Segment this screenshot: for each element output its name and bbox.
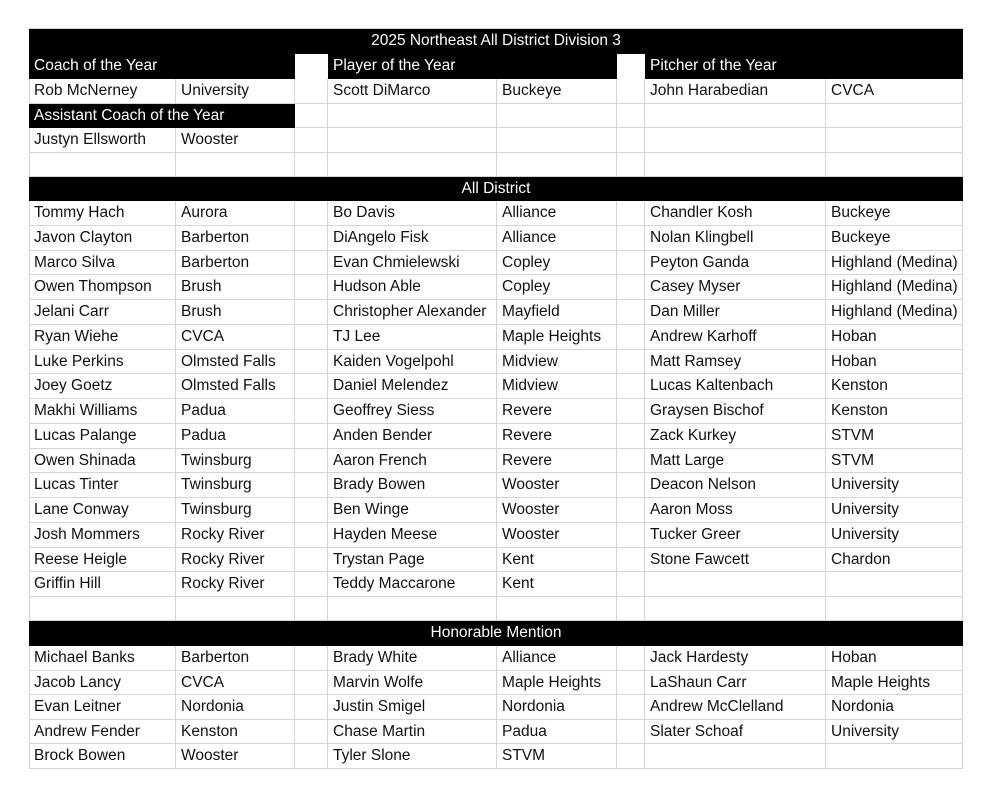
spacer-cell xyxy=(617,695,645,720)
empty-cell xyxy=(295,597,328,621)
all_district-school-cell: Revere xyxy=(497,399,617,424)
all_district-name-cell: Joey Goetz xyxy=(29,374,176,399)
all_district-school-cell: Hoban xyxy=(826,325,963,350)
all_district-school-cell: Revere xyxy=(497,449,617,473)
all_district-school-cell: Alliance xyxy=(497,201,617,226)
all_district-school-cell: Wooster xyxy=(497,473,617,498)
honorable_mention-school-cell: Kenston xyxy=(176,720,295,744)
honorable_mention-name-cell: Justin Smigel xyxy=(328,695,497,720)
honorable_mention-school-cell: STVM xyxy=(497,744,617,769)
all_district-name-cell: Owen Thompson xyxy=(29,275,176,300)
all_district-name-cell: Teddy Maccarone xyxy=(328,572,497,597)
all-district-header: All District xyxy=(29,177,963,201)
player-of-year-header: Player of the Year xyxy=(328,54,617,79)
all_district-name-cell: Christopher Alexander xyxy=(328,300,497,325)
empty-cell xyxy=(29,153,176,177)
coach-school: University xyxy=(176,79,295,104)
all_district-school-cell: Kent xyxy=(497,548,617,572)
empty-cell xyxy=(497,104,617,128)
spacer-cell xyxy=(617,671,645,695)
spacer-cell xyxy=(295,374,328,399)
all_district-school-cell: Highland (Medina) xyxy=(826,300,963,325)
honorable_mention-school-cell: Padua xyxy=(497,720,617,744)
pitcher-of-year-header: Pitcher of the Year xyxy=(645,54,963,79)
spacer-cell xyxy=(617,548,645,572)
spacer-cell xyxy=(295,275,328,300)
all_district-school-cell: Brush xyxy=(176,275,295,300)
all_district-name-cell: Javon Clayton xyxy=(29,226,176,251)
assistant-coach-header: Assistant Coach of the Year xyxy=(29,104,295,128)
all_district-school-cell: Twinsburg xyxy=(176,449,295,473)
all_district-school-cell: Midview xyxy=(497,350,617,374)
all_district-school-cell: Chardon xyxy=(826,548,963,572)
all_district-school-cell xyxy=(826,572,963,597)
all_district-school-cell: University xyxy=(826,523,963,548)
spacer-cell xyxy=(617,275,645,300)
all_district-school-cell: Rocky River xyxy=(176,548,295,572)
empty-cell xyxy=(29,597,176,621)
all_district-name-cell: Stone Fawcett xyxy=(645,548,826,572)
spacer-cell xyxy=(295,744,328,769)
spacer-cell xyxy=(295,325,328,350)
spacer-cell xyxy=(295,695,328,720)
all_district-name-cell: Josh Mommers xyxy=(29,523,176,548)
all_district-name-cell: Evan Chmielewski xyxy=(328,251,497,275)
honorable_mention-school-cell: Hoban xyxy=(826,646,963,671)
all_district-school-cell: University xyxy=(826,473,963,498)
empty-cell xyxy=(617,128,645,153)
spacer-cell xyxy=(295,251,328,275)
honorable_mention-name-cell: Andrew Fender xyxy=(29,720,176,744)
empty-cell xyxy=(176,597,295,621)
spacer-cell xyxy=(295,572,328,597)
all_district-name-cell: Andrew Karhoff xyxy=(645,325,826,350)
empty-cell xyxy=(617,597,645,621)
all_district-name-cell: Peyton Ganda xyxy=(645,251,826,275)
coach-name: Rob McNerney xyxy=(29,79,176,104)
all_district-school-cell: Olmsted Falls xyxy=(176,374,295,399)
spacer-cell xyxy=(295,424,328,449)
empty-cell xyxy=(826,128,963,153)
all_district-school-cell: Kenston xyxy=(826,399,963,424)
all_district-school-cell: Mayfield xyxy=(497,300,617,325)
all_district-school-cell: Padua xyxy=(176,399,295,424)
all_district-name-cell: Tucker Greer xyxy=(645,523,826,548)
honorable_mention-name-cell: Evan Leitner xyxy=(29,695,176,720)
honorable_mention-school-cell: CVCA xyxy=(176,671,295,695)
player-name: Scott DiMarco xyxy=(328,79,497,104)
all_district-school-cell: CVCA xyxy=(176,325,295,350)
spacer-cell xyxy=(617,374,645,399)
all_district-name-cell: Tommy Hach xyxy=(29,201,176,226)
honorable_mention-school-cell: Maple Heights xyxy=(826,671,963,695)
all_district-school-cell: Barberton xyxy=(176,226,295,251)
honorable_mention-school-cell: Nordonia xyxy=(176,695,295,720)
all_district-name-cell: Matt Large xyxy=(645,449,826,473)
all_district-school-cell: Kent xyxy=(497,572,617,597)
all_district-school-cell: Revere xyxy=(497,424,617,449)
spacer-cell xyxy=(617,449,645,473)
all_district-school-cell: STVM xyxy=(826,424,963,449)
empty-cell xyxy=(645,153,826,177)
all_district-school-cell: Alliance xyxy=(497,226,617,251)
coach-of-year-header: Coach of the Year xyxy=(29,54,295,79)
all_district-name-cell: Lucas Tinter xyxy=(29,473,176,498)
pitcher-school: CVCA xyxy=(826,79,963,104)
all_district-name-cell: Reese Heigle xyxy=(29,548,176,572)
spacer-cell xyxy=(617,399,645,424)
honorable_mention-name-cell: Brady White xyxy=(328,646,497,671)
all_district-school-cell: Rocky River xyxy=(176,572,295,597)
all_district-name-cell: Trystan Page xyxy=(328,548,497,572)
all_district-school-cell: Highland (Medina) xyxy=(826,275,963,300)
all_district-school-cell: STVM xyxy=(826,449,963,473)
all_district-school-cell: Twinsburg xyxy=(176,473,295,498)
spacer-cell xyxy=(295,548,328,572)
all_district-name-cell: Aaron Moss xyxy=(645,498,826,523)
spacer-cell xyxy=(295,350,328,374)
empty-cell xyxy=(497,128,617,153)
all_district-name-cell: Dan Miller xyxy=(645,300,826,325)
empty-cell xyxy=(497,153,617,177)
all_district-school-cell: Wooster xyxy=(497,498,617,523)
all_district-name-cell: Makhi Williams xyxy=(29,399,176,424)
all_district-name-cell: Anden Bender xyxy=(328,424,497,449)
all_district-school-cell: Copley xyxy=(497,275,617,300)
all_district-name-cell: Luke Perkins xyxy=(29,350,176,374)
empty-cell xyxy=(328,597,497,621)
honorable_mention-school-cell: Alliance xyxy=(497,646,617,671)
all_district-name-cell: Chandler Kosh xyxy=(645,201,826,226)
pitcher-name: John Harabedian xyxy=(645,79,826,104)
all_district-name-cell: Griffin Hill xyxy=(29,572,176,597)
empty-cell xyxy=(497,597,617,621)
honorable_mention-name-cell: Slater Schoaf xyxy=(645,720,826,744)
all_district-name-cell: DiAngelo Fisk xyxy=(328,226,497,251)
all_district-name-cell: Nolan Klingbell xyxy=(645,226,826,251)
spacer-cell xyxy=(295,79,328,104)
all_district-school-cell: Olmsted Falls xyxy=(176,350,295,374)
all_district-name-cell: Kaiden Vogelpohl xyxy=(328,350,497,374)
all_district-school-cell: Buckeye xyxy=(826,226,963,251)
all_district-school-cell: Wooster xyxy=(497,523,617,548)
spacer-cell xyxy=(617,79,645,104)
honorable_mention-school-cell: Nordonia xyxy=(826,695,963,720)
empty-cell xyxy=(295,128,328,153)
all_district-school-cell: Rocky River xyxy=(176,523,295,548)
spacer-cell xyxy=(295,449,328,473)
all_district-name-cell: Lucas Palange xyxy=(29,424,176,449)
spacer-cell xyxy=(295,523,328,548)
all_district-name-cell: Casey Myser xyxy=(645,275,826,300)
empty-cell xyxy=(295,153,328,177)
sheet-title: 2025 Northeast All District Division 3 xyxy=(29,29,963,54)
spacer-cell xyxy=(617,325,645,350)
all_district-name-cell: Lucas Kaltenbach xyxy=(645,374,826,399)
empty-cell xyxy=(328,128,497,153)
honorable_mention-name-cell: Brock Bowen xyxy=(29,744,176,769)
spacer-cell xyxy=(617,350,645,374)
spacer-cell xyxy=(295,498,328,523)
all_district-name-cell: Ben Winge xyxy=(328,498,497,523)
honorable_mention-name-cell: Marvin Wolfe xyxy=(328,671,497,695)
all_district-school-cell: Aurora xyxy=(176,201,295,226)
honorable_mention-school-cell: Wooster xyxy=(176,744,295,769)
all_district-name-cell: Matt Ramsey xyxy=(645,350,826,374)
spacer-cell xyxy=(295,201,328,226)
empty-cell xyxy=(176,153,295,177)
all_district-school-cell: University xyxy=(826,498,963,523)
spacer-cell xyxy=(617,201,645,226)
spacer-cell xyxy=(617,523,645,548)
assistant-coach-name: Justyn Ellsworth xyxy=(29,128,176,153)
all_district-name-cell: Ryan Wiehe xyxy=(29,325,176,350)
spacer-cell xyxy=(617,226,645,251)
honorable_mention-school-cell: Nordonia xyxy=(497,695,617,720)
empty-cell xyxy=(617,153,645,177)
spacer-cell xyxy=(295,399,328,424)
all_district-name-cell: Owen Shinada xyxy=(29,449,176,473)
honorable_mention-name-cell: Jacob Lancy xyxy=(29,671,176,695)
all_district-school-cell: Hoban xyxy=(826,350,963,374)
spacer-cell xyxy=(295,226,328,251)
all_district-school-cell: Copley xyxy=(497,251,617,275)
all_district-name-cell: Bo Davis xyxy=(328,201,497,226)
honorable_mention-name-cell: Andrew McClelland xyxy=(645,695,826,720)
empty-cell xyxy=(826,597,963,621)
all_district-name-cell: Brady Bowen xyxy=(328,473,497,498)
spacer-cell xyxy=(617,720,645,744)
empty-cell xyxy=(826,153,963,177)
honorable_mention-school-cell: Barberton xyxy=(176,646,295,671)
all_district-name-cell: Graysen Bischof xyxy=(645,399,826,424)
honorable-mention-header: Honorable Mention xyxy=(29,621,963,646)
player-school: Buckeye xyxy=(497,79,617,104)
spacer-cell xyxy=(617,473,645,498)
all_district-school-cell: Midview xyxy=(497,374,617,399)
all_district-name-cell: Jelani Carr xyxy=(29,300,176,325)
spacer-cell xyxy=(617,498,645,523)
empty-cell xyxy=(645,104,826,128)
honorable_mention-school-cell: Maple Heights xyxy=(497,671,617,695)
empty-cell xyxy=(645,597,826,621)
all_district-school-cell: Kenston xyxy=(826,374,963,399)
all_district-name-cell: Zack Kurkey xyxy=(645,424,826,449)
all_district-name-cell xyxy=(645,572,826,597)
honorable_mention-name-cell xyxy=(645,744,826,769)
all_district-school-cell: Maple Heights xyxy=(497,325,617,350)
all_district-name-cell: TJ Lee xyxy=(328,325,497,350)
spacer-cell xyxy=(617,572,645,597)
all_district-school-cell: Brush xyxy=(176,300,295,325)
spacer-cell xyxy=(617,744,645,769)
spacer-cell xyxy=(617,300,645,325)
spacer-cell xyxy=(295,473,328,498)
honorable_mention-name-cell: Tyler Slone xyxy=(328,744,497,769)
empty-cell xyxy=(295,104,328,128)
all_district-name-cell: Marco Silva xyxy=(29,251,176,275)
spacer-cell xyxy=(295,646,328,671)
spacer-cell xyxy=(617,646,645,671)
honorable_mention-school-cell xyxy=(826,744,963,769)
honorable_mention-name-cell: Chase Martin xyxy=(328,720,497,744)
all_district-name-cell: Daniel Melendez xyxy=(328,374,497,399)
empty-cell xyxy=(826,104,963,128)
all_district-name-cell: Geoffrey Siess xyxy=(328,399,497,424)
spacer-cell xyxy=(617,251,645,275)
all_district-name-cell: Hayden Meese xyxy=(328,523,497,548)
spacer-cell xyxy=(295,671,328,695)
empty-cell xyxy=(645,128,826,153)
assistant-coach-school: Wooster xyxy=(176,128,295,153)
all_district-name-cell: Lane Conway xyxy=(29,498,176,523)
honorable_mention-name-cell: Jack Hardesty xyxy=(645,646,826,671)
spacer-cell xyxy=(617,424,645,449)
empty-cell xyxy=(328,104,497,128)
honorable_mention-name-cell: Michael Banks xyxy=(29,646,176,671)
empty-cell xyxy=(617,104,645,128)
all_district-school-cell: Highland (Medina) xyxy=(826,251,963,275)
all_district-name-cell: Aaron French xyxy=(328,449,497,473)
spacer-cell xyxy=(295,300,328,325)
empty-cell xyxy=(328,153,497,177)
all_district-school-cell: Twinsburg xyxy=(176,498,295,523)
all_district-school-cell: Barberton xyxy=(176,251,295,275)
spacer-cell xyxy=(295,720,328,744)
honorable_mention-school-cell: University xyxy=(826,720,963,744)
all_district-name-cell: Deacon Nelson xyxy=(645,473,826,498)
all_district-school-cell: Padua xyxy=(176,424,295,449)
all_district-name-cell: Hudson Able xyxy=(328,275,497,300)
honorable_mention-name-cell: LaShaun Carr xyxy=(645,671,826,695)
all_district-school-cell: Buckeye xyxy=(826,201,963,226)
